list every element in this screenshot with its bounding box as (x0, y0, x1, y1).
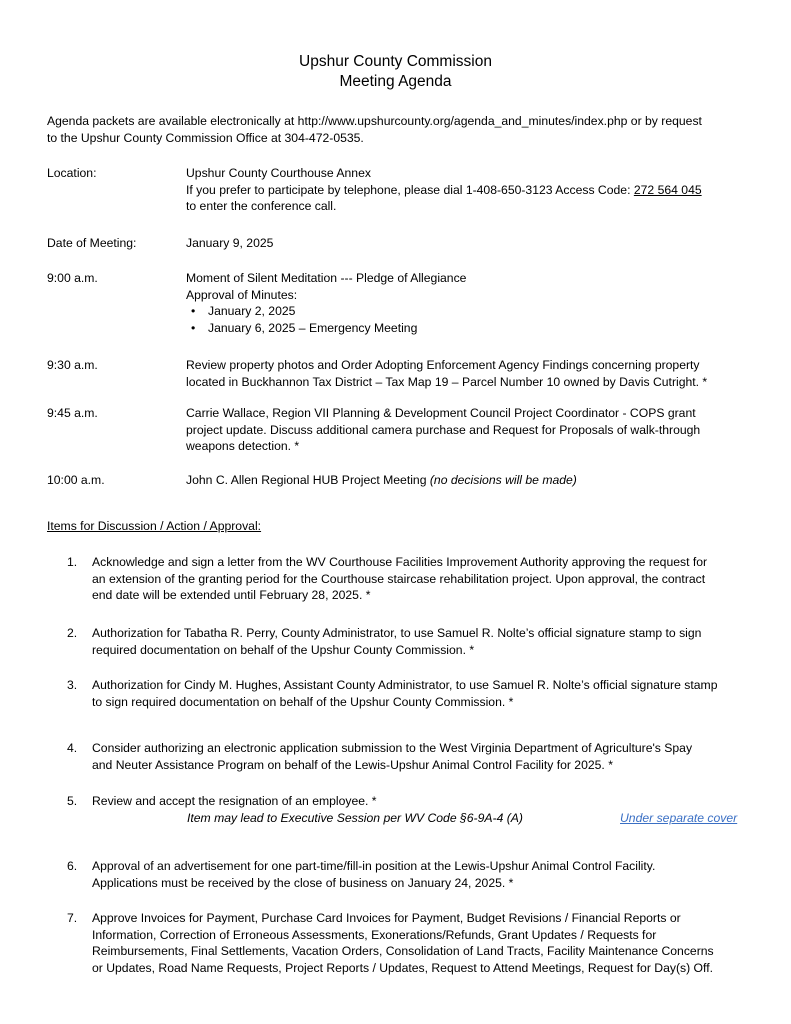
location-details (186, 165, 747, 215)
schedule-line: Review property photos and Order Adopting Enforcement Agency Findings concerning property (186, 358, 700, 372)
phone-text: If you prefer to participate by telephone, please dial 1-408-650-3123 Access Code: (186, 182, 634, 197)
schedule-line: Carrie Wallace, Region VII Planning & Development Council Project Coordinator - COPS grant (186, 406, 696, 420)
item-number: 6. (67, 859, 78, 873)
item-line: Authorization for Cindy M. Hughes, Assistant County Administrator, to use Samuel R. Nolte’s official signature stamp (92, 678, 718, 692)
item-line: to sign required documentation on behalf of the Upshur County Commission. * (92, 694, 514, 709)
item-line: required documentation on behalf of the Upshur County Commission. * (92, 642, 475, 657)
schedule-time: 10:00 a.m. (47, 473, 105, 487)
meeting-date: January 9, 2025 (186, 236, 274, 250)
minutes-bullet: • January 6, 2025 – Emergency Meeting (186, 320, 747, 337)
schedule-details (186, 357, 747, 390)
item-number: 5. (67, 794, 78, 808)
item-text (92, 858, 747, 891)
location-name: Upshur County Courthouse Annex (186, 166, 371, 180)
item-number: 1. (67, 555, 78, 569)
item-number: 3. (67, 678, 78, 692)
schedule-time: 9:30 a.m. (47, 358, 98, 372)
separate-cover-link[interactable]: Under separate cover (620, 811, 738, 825)
item-text (92, 740, 747, 773)
item-line: Consider authorizing an electronic application submission to the West Virginia Department of Agriculture's Spay (92, 741, 693, 755)
section-heading: Items for Discussion / Action / Approval: (47, 519, 262, 533)
item-line: Information, Correction of Erroneous Assessments, Exonerations/Refunds, Grant Updates / Requests for (92, 927, 657, 942)
item-line: Approve Invoices for Payment, Purchase Card Invoices for Payment, Budget Revisions / Financial Reports or (92, 911, 681, 925)
item-text (92, 625, 747, 658)
document-title: Upshur County Commission (299, 53, 492, 70)
schedule-line: located in Buckhannon Tax District – Tax Map 19 – Parcel Number 10 owned by Davis Cutright. * (186, 374, 708, 389)
item-line: an extension of the granting period for the Courthouse staircase rehabilitation project. Upon approval, the contract (92, 571, 706, 586)
document-subtitle: Meeting Agenda (339, 73, 452, 90)
schedule-time: 9:00 a.m. (47, 271, 98, 285)
item-line: Reimbursements, Final Settlements, Vacation Orders, Consolidation of Land Tracts, Facility Maintenance Concerns (92, 944, 714, 959)
item-number: 7. (67, 911, 78, 925)
item-text (92, 793, 747, 810)
conference-call-text: to enter the conference call. (186, 199, 337, 214)
item-number: 4. (67, 741, 78, 755)
date-label: Date of Meeting: (47, 236, 137, 250)
item-line: end date will be extended until February 28, 2025. * (92, 588, 371, 603)
item-text (92, 677, 747, 710)
schedule-line: project update. Discuss additional camera purchase and Request for Proposals of walk-through (186, 422, 701, 437)
location-label: Location: (47, 166, 97, 180)
item-line: or Updates, Road Name Requests, Project Reports / Updates, Request to Attend Meetings, Request for Day(s) Off. (92, 960, 713, 975)
schedule-details (186, 472, 747, 489)
schedule-details (186, 270, 747, 336)
item-line: Review and accept the resignation of an employee. * (92, 794, 377, 808)
item-line: and Neuter Assistance Program on behalf of the Lewis-Upshur Animal Control Facility for 2025. * (92, 757, 613, 772)
schedule-details (186, 405, 747, 455)
schedule-time: 9:45 a.m. (47, 406, 98, 420)
access-code: 272 564 045 (633, 182, 702, 197)
item-number: 2. (67, 626, 78, 640)
item-line: Applications must be received by the close of business on January 24, 2025. * (92, 875, 514, 890)
intro-paragraph (47, 113, 747, 146)
intro-line: to the Upshur County Commission Office at 304-472-0535. (47, 130, 364, 145)
minutes-bullet: • January 2, 2025 (186, 303, 747, 320)
item-line: Authorization for Tabatha R. Perry, County Administrator, to use Samuel R. Nolte’s official signature stamp to sign (92, 626, 702, 640)
schedule-line: Approval of Minutes: (186, 287, 298, 302)
schedule-line: John C. Allen Regional HUB Project Meeting (186, 473, 430, 487)
schedule-note: (no decisions will be made) (429, 473, 577, 487)
executive-session-note: Item may lead to Executive Session per WV Code §6-9A-4 (A) (187, 811, 523, 825)
intro-line: Agenda packets are available electronically at http://www.upshurcounty.org/agenda_and_minutes/index.php or by request (47, 114, 702, 128)
item-line: Acknowledge and sign a letter from the WV Courthouse Facilities Improvement Authority approving the request for (92, 555, 708, 569)
phone-instructions (186, 182, 747, 199)
item-line: Approval of an advertisement for one part-time/fill-in position at the Lewis-Upshur Animal Control Facility. (92, 859, 656, 873)
item-text (92, 910, 747, 976)
schedule-line: Moment of Silent Meditation --- Pledge of Allegiance (186, 271, 467, 285)
item-text (92, 554, 747, 604)
schedule-line: weapons detection. * (186, 439, 300, 454)
